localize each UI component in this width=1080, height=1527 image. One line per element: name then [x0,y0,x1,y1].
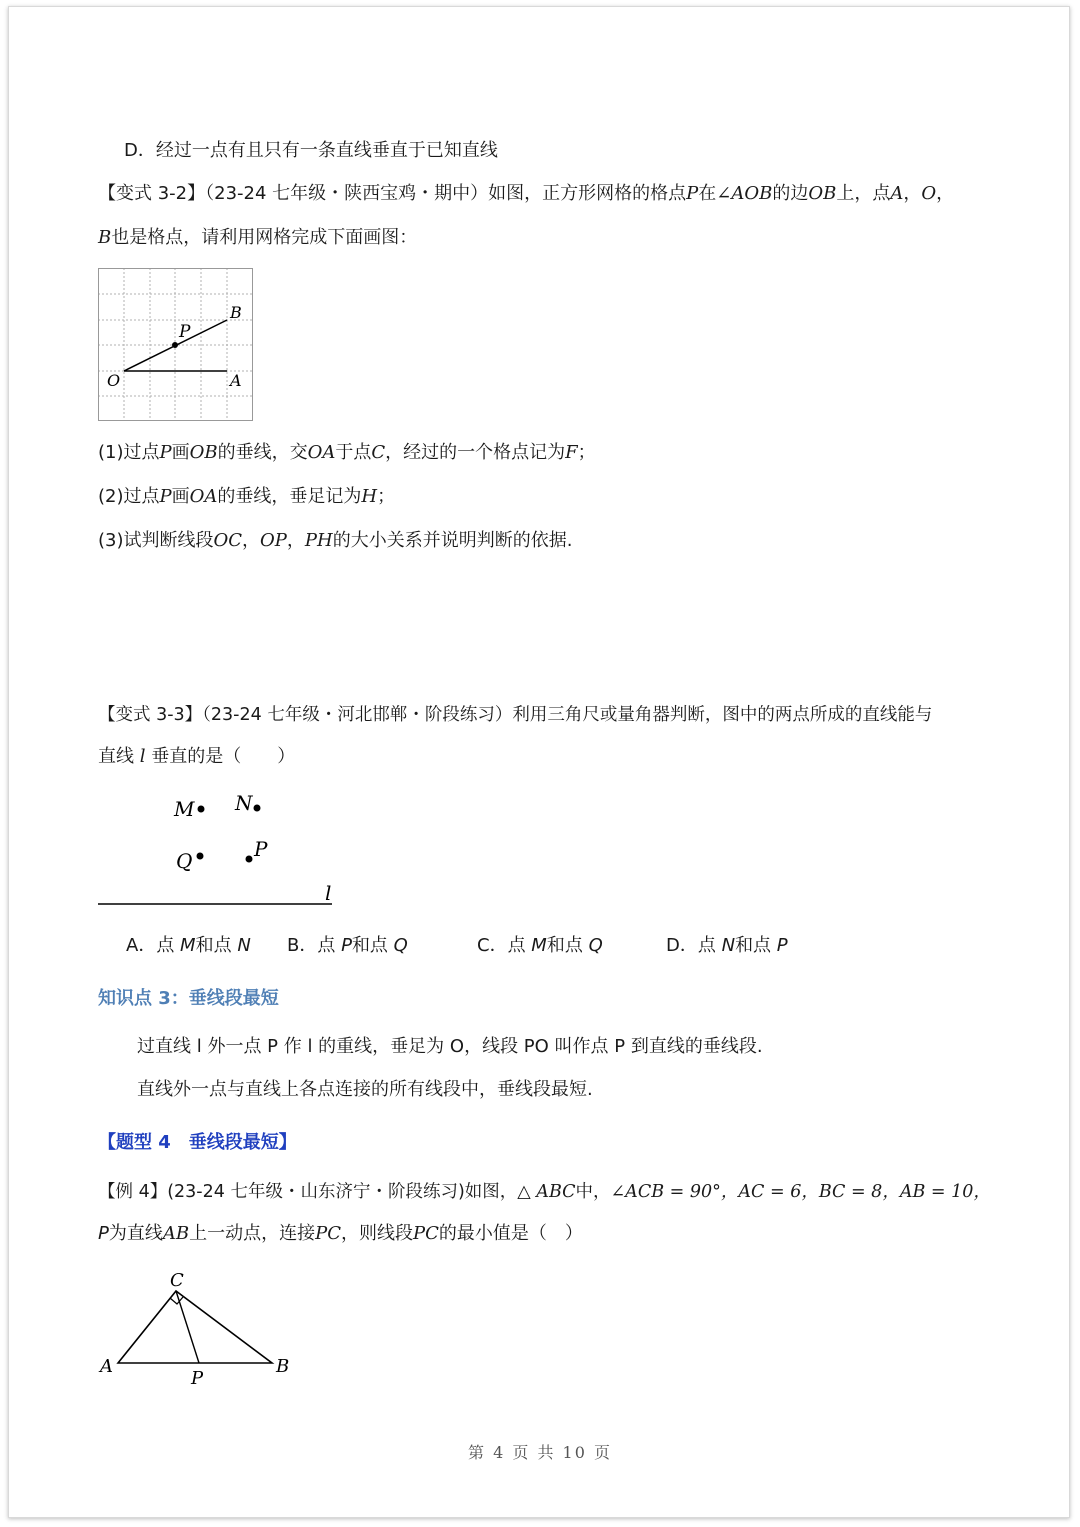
variant-3-3-line1 [98,702,932,728]
text: 的大小关系并说明判断的依据. [332,530,573,551]
option-a[interactable] [126,933,251,959]
text: 如图， [464,1182,518,1202]
math-var: OB [808,183,837,204]
text: ， [903,183,922,204]
knowledge-line1: 过直线 l 外一点 P 作 l 的重线，垂足为 O，线段 PO 叫作点 P 到直线的垂线段. [137,1036,763,1057]
text: 的垂线，交 [217,442,308,463]
example-tag: 【例 4】 [98,1182,168,1202]
triangle-figure [96,1266,296,1390]
math-var: P [98,1223,109,1244]
text: D．点 [666,935,722,956]
label-P: P [191,1368,204,1389]
text: 画 [171,486,190,507]
text: 的垂线，垂足记为 [217,486,362,507]
text: （23-24 七年级・河北邯郸・阶段练习）利用三角尺或量角器判断，图中的两点所成的直线能与 [202,705,933,725]
label-A: A [230,371,242,390]
label-Q: Q [176,849,193,873]
text: ； [577,442,596,463]
math-var: P [159,442,172,463]
text: 和点 [546,935,589,956]
label-C: C [170,1270,184,1291]
label-M: M [174,797,195,821]
text: 如图，正方形网格的格点 [488,183,687,204]
variant-3-2-line1 [98,181,954,207]
math-var: PH [304,530,333,551]
text: 于点 [335,442,372,463]
math-triangle: △ ABC [517,1182,576,1202]
text: C．点 [477,935,532,956]
math-var: P [341,935,352,956]
math-var: OA [307,442,336,463]
math-var: N [237,935,251,956]
text: ，则线段 [340,1223,413,1244]
text: (1)过点 [98,442,160,463]
math-var: OC [213,530,243,551]
text: 垂直的是（ ） [145,746,296,767]
math-var: F [565,442,578,463]
point-Q [197,853,204,860]
text: (2)过点 [98,486,160,507]
math-var: Q [393,935,408,956]
text: (3)试判断线段 [98,530,214,551]
right-angle-mark [170,1297,183,1304]
text: 在 [698,183,717,204]
knowledge-line2: 直线外一点与直线上各点连接的所有线段中，垂线段最短. [137,1079,593,1100]
page-footer: 第 4 页 共 10 页 [468,1443,612,1462]
math-var: OA [189,486,218,507]
text: 中， [575,1182,611,1202]
question-3 [98,528,572,554]
math-var: PC [412,1223,439,1244]
point-P [172,342,178,348]
math-var: Q [588,935,603,956]
label-B: B [230,303,242,322]
point-P [246,856,253,863]
text: ， [936,183,955,204]
math-var: PC [315,1223,341,1244]
math-var: OB [189,442,218,463]
text: 的边 [772,183,809,204]
point-N [254,805,261,812]
label-B: B [276,1356,290,1377]
knowledge-heading: 知识点 3：垂线段最短 [98,988,279,1009]
math-var: A [890,183,904,204]
text: 上一动点，连接 [189,1223,316,1244]
label-N: N [235,791,253,815]
text: 上，点 [836,183,891,204]
point-M [198,806,205,813]
variant-3-2-line2 [98,225,417,251]
label-P: P [254,837,268,861]
text: ， [242,530,261,551]
text: 也是格点，请利用网格完成下面画图： [111,227,418,248]
text: ； [377,486,396,507]
math-var: l [139,746,146,767]
math-var: N [721,935,736,956]
math-var: P [686,183,699,204]
question-type-heading: 【题型 4 垂线段最短】 [98,1132,297,1153]
variant-tag: 【变式 3-2】 [98,183,206,204]
label-A: A [100,1356,113,1377]
text: ， [286,530,305,551]
math-var: C [371,442,386,463]
question-2 [98,484,395,510]
example-4-line2 [98,1221,583,1247]
math-var: O [921,183,937,204]
label-l: l [325,881,332,905]
math-angle: ∠AOB [716,183,773,204]
text: 和点 [735,935,777,956]
text: B．点 [287,935,342,956]
math-var: AB [162,1223,190,1244]
math-var: M [531,935,547,956]
math-var: P [776,935,788,956]
example-4-line1 [98,1179,991,1205]
text: 画 [171,442,190,463]
points-figure [96,786,346,910]
math-var: B [98,227,112,248]
math-var: P [159,486,172,507]
text: 直线 [98,746,140,767]
source: （23-24 七年级・陕西宝鸡・期中） [205,183,489,204]
text: 为直线 [108,1223,163,1244]
text: 的最小值是（ ） [438,1223,583,1244]
math-var: OP [260,530,287,551]
option-c[interactable] [477,933,603,959]
variant-tag: 【变式 3-3】 [98,705,203,725]
label-O: O [107,371,121,390]
option-d[interactable] [666,933,788,959]
text: ，经过的一个格点记为 [385,442,566,463]
option-d-previous: D．经过一点有且只有一条直线垂直于已知直线 [124,140,498,161]
source: (23-24 七年级・山东济宁・阶段练习) [167,1182,465,1202]
grid-figure [98,268,256,424]
text: 和点 [351,935,394,956]
math-var: M [180,935,196,956]
label-P: P [179,322,191,342]
question-1 [98,440,596,466]
option-b[interactable] [287,933,408,959]
text: A．点 [126,935,181,956]
text: 和点 [195,935,238,956]
math-conditions: ∠ACB = 90°，AC = 6，BC = 8，AB = 10， [610,1182,991,1202]
math-var: H [361,486,378,507]
variant-3-3-line2 [98,744,295,770]
